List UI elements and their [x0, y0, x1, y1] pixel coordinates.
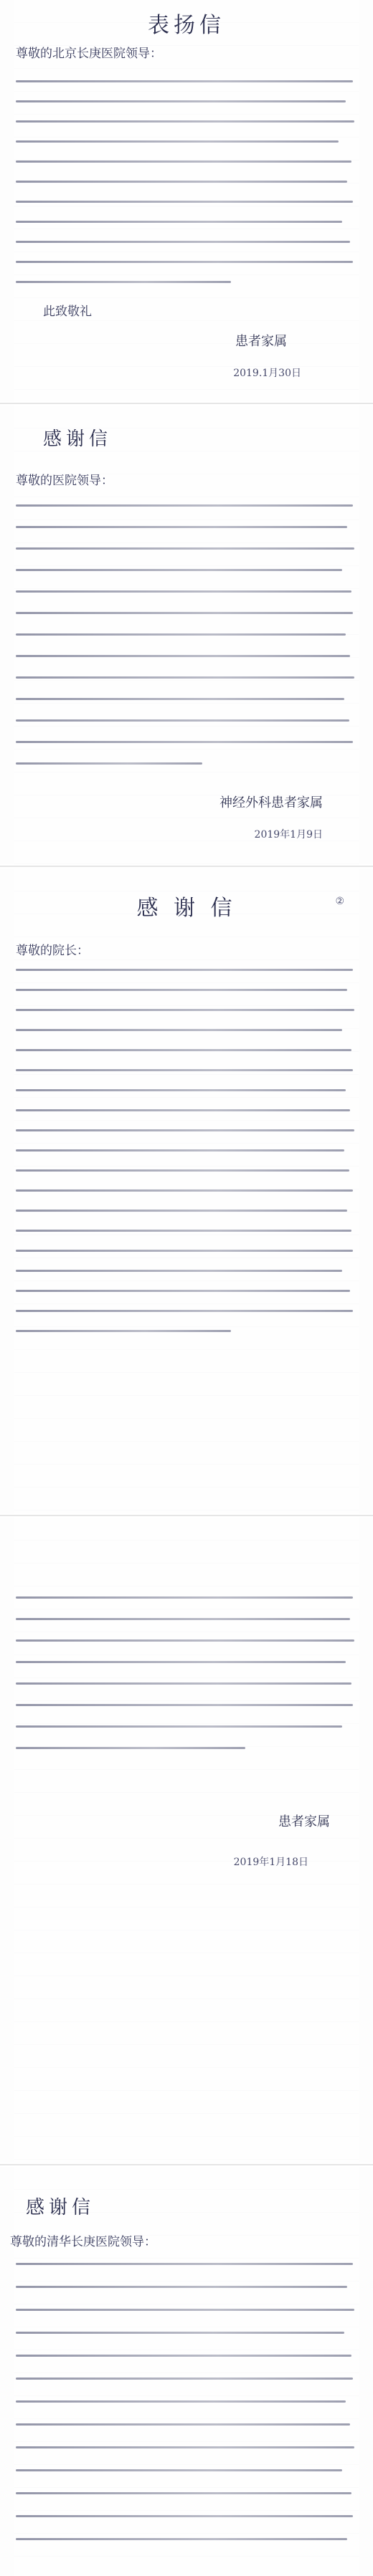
handwritten-line [16, 2423, 350, 2426]
letter-3 [0, 868, 373, 1513]
letter-2-date: 2019年1月9日 [254, 829, 323, 841]
handwritten-line [16, 201, 353, 203]
handwritten-line [16, 1210, 347, 1212]
handwritten-line [16, 1270, 342, 1272]
handwritten-line [16, 2515, 353, 2517]
handwritten-line [16, 261, 353, 263]
letter-1-title: 表扬信 [148, 13, 225, 38]
handwritten-line [16, 1189, 353, 1192]
handwritten-line [16, 1149, 344, 1151]
letter-3-title: 感 谢 信 [136, 896, 237, 921]
handwritten-line [16, 633, 346, 636]
letter-2-signature: 神经外科患者家属 [219, 795, 323, 810]
page-separator [0, 1515, 373, 1516]
handwritten-line [16, 2286, 347, 2288]
letter-4-title: 感谢信 [26, 2197, 95, 2218]
handwritten-line [16, 1169, 349, 1172]
handwritten-line [16, 80, 353, 82]
handwritten-line [16, 741, 353, 743]
handwritten-line [16, 120, 354, 123]
page-separator [0, 403, 373, 404]
handwritten-line [16, 241, 350, 243]
handwritten-line [16, 969, 353, 971]
handwritten-line [16, 569, 342, 571]
handwritten-line [16, 504, 353, 507]
letter-1-salutation: 尊敬的北京长庚医院领导： [16, 47, 162, 61]
handwritten-line [16, 655, 350, 657]
handwritten-line [16, 1109, 350, 1111]
letter-2 [0, 406, 373, 864]
handwritten-line [16, 1725, 342, 1728]
handwritten-line [16, 1310, 353, 1312]
letter-3-continued [0, 1518, 373, 2163]
letter-2-title: 感谢信 [43, 428, 113, 450]
handwritten-line [16, 1049, 351, 1051]
page-number-mark: ② [335, 896, 344, 907]
handwritten-line [16, 719, 349, 722]
letter-4 [0, 2167, 373, 2576]
handwritten-line [16, 1290, 350, 1292]
handwritten-line [16, 1129, 354, 1131]
handwritten-line [16, 100, 346, 102]
handwritten-line [16, 140, 339, 143]
handwritten-line [16, 2538, 347, 2540]
handwritten-line [16, 1230, 351, 1232]
handwritten-line [16, 989, 347, 991]
handwritten-line [16, 2400, 346, 2403]
letter-1 [0, 0, 373, 401]
handwritten-line [16, 1596, 353, 1599]
handwritten-line [16, 221, 342, 223]
handwritten-line [16, 1682, 351, 1685]
handwritten-line [16, 161, 351, 163]
handwritten-line [16, 2355, 351, 2357]
letter-1-signature: 患者家属 [235, 334, 287, 349]
handwritten-line [16, 2492, 351, 2494]
letter-3-salutation: 尊敬的院长： [16, 944, 89, 958]
handwritten-line [16, 590, 351, 593]
handwritten-line [16, 1250, 353, 1252]
letter-3-date: 2019年1月18日 [233, 1857, 308, 1868]
page-separator [0, 866, 373, 867]
handwritten-line [16, 676, 354, 679]
handwritten-line [16, 1639, 354, 1642]
letter-2-salutation: 尊敬的医院领导： [16, 474, 113, 488]
handwritten-line [16, 2263, 353, 2265]
page-separator [0, 2164, 373, 2165]
handwritten-line [16, 1661, 346, 1663]
handwritten-line [16, 2378, 353, 2380]
handwritten-line [16, 698, 344, 700]
letter-3-signature: 患者家属 [278, 1814, 330, 1829]
letter-1-closing: 此致敬礼 [43, 305, 92, 319]
handwritten-line [16, 2332, 344, 2334]
handwritten-line [16, 547, 354, 550]
letter-4-salutation: 尊敬的清华长庚医院领导： [10, 2235, 156, 2249]
handwritten-line [16, 2446, 354, 2448]
handwritten-line [16, 762, 202, 765]
handwritten-line [16, 2309, 354, 2311]
handwritten-line [16, 281, 231, 283]
handwritten-line [16, 1029, 342, 1031]
handwritten-line [16, 2469, 342, 2471]
handwritten-line [16, 181, 347, 183]
handwritten-line [16, 1747, 245, 1749]
handwritten-line [16, 1009, 354, 1011]
handwritten-line [16, 1089, 346, 1091]
handwritten-line [16, 1618, 350, 1620]
handwritten-line [16, 1330, 231, 1332]
letter-1-date: 2019.1月30日 [233, 368, 301, 379]
ruled-paper [14, 1518, 359, 2163]
handwritten-line [16, 1704, 353, 1706]
handwritten-line [16, 526, 347, 528]
handwritten-line [16, 1069, 353, 1071]
handwritten-line [16, 612, 353, 614]
